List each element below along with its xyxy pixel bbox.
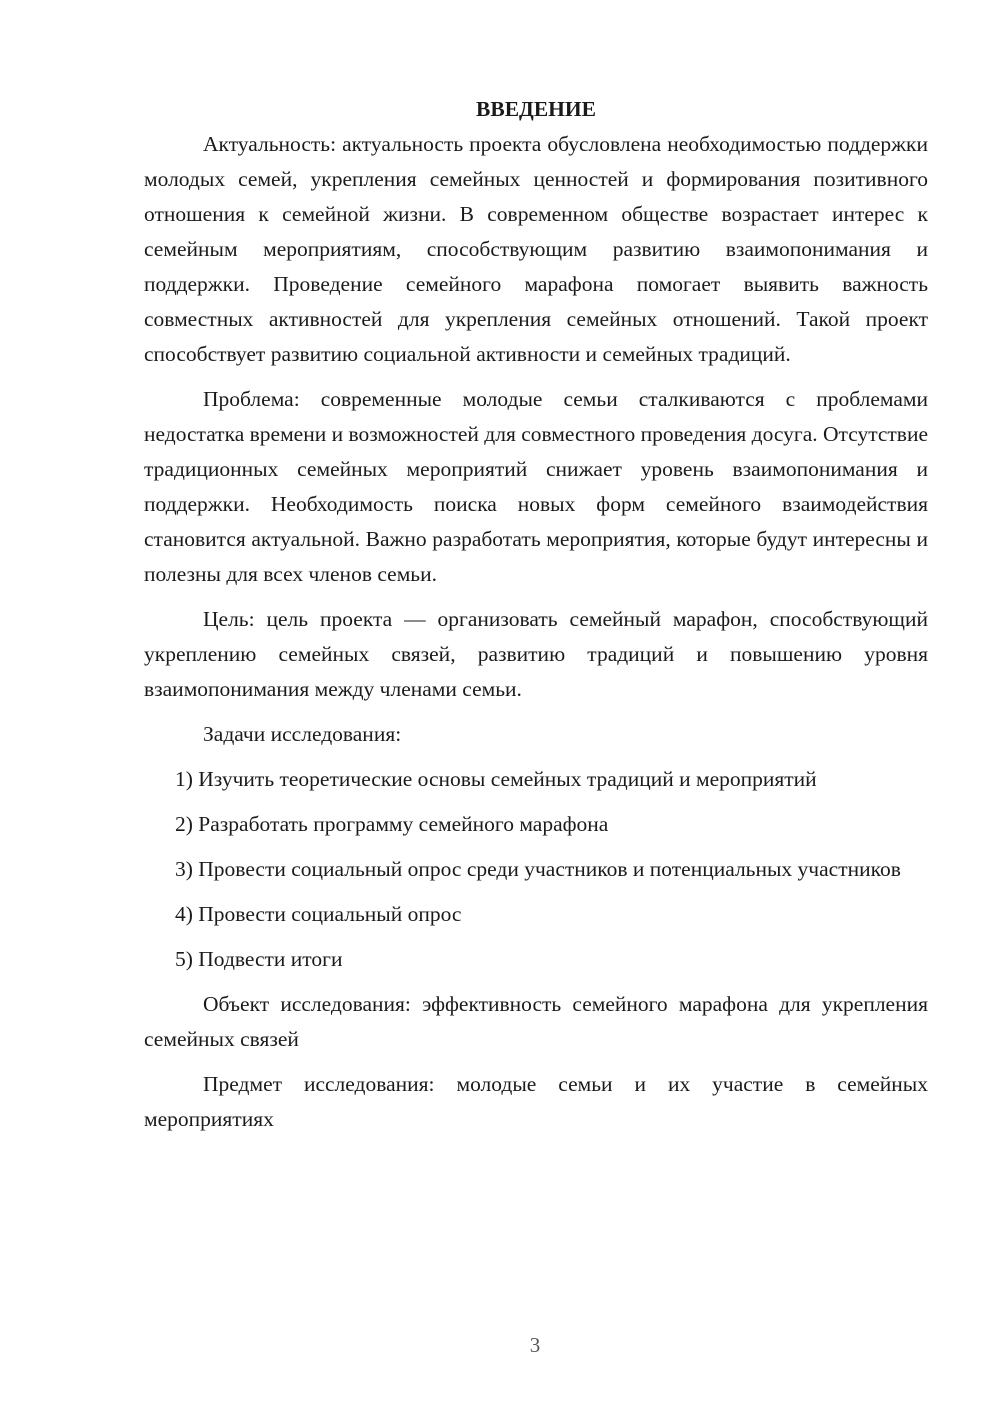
paragraph-subject: Предмет исследования: молодые семьи и их участие в семейных мероприятиях — [144, 1072, 928, 1131]
task-item: 1) Изучить теоретические основы семейных традиций и мероприятий — [175, 767, 817, 791]
task-item: 5) Подвести итоги — [175, 947, 343, 971]
document-page — [144, 92, 928, 1137]
document-title: ВВЕДЕНИЕ — [476, 97, 596, 121]
task-item: 3) Провести социальный опрос среди участников и потенциальных участников — [175, 857, 901, 881]
task-item: 2) Разработать программу семейного марафона — [175, 812, 609, 836]
paragraph-object: Объект исследования: эффективность семейного марафона для укрепления семейных связей — [144, 992, 928, 1051]
task-item: 4) Провести социальный опрос — [175, 902, 462, 926]
paragraph-relevance: Актуальность: актуальность проекта обусловлена необходимостью поддержки молодых семей, укрепления семейных ценностей и формирования позитивного отношения к семейной жизни. В современном обществе возрастает интерес к семейным мероприятиям, способствующим развитию взаимопонимания и поддержки. Проведение семейного марафона помогает выявить важность совместных активностей для укрепления семейных отношений. Такой проект способствует развитию социальной активности и семейных традиций. — [144, 132, 928, 366]
tasks-heading: Задачи исследования: — [203, 722, 402, 746]
paragraph-problem: Проблема: современные молодые семьи сталкиваются с проблемами недостатка времени и возможностей для совместного проведения досуга. Отсутствие традиционных семейных мероприятий снижает уровень взаимопонимания и поддержки. Необходимость поиска новых форм семейного взаимодействия становится актуальной. Важно разработать мероприятия, которые будут интересны и полезны для всех членов семьи. — [144, 387, 928, 586]
page-number: 3 — [529, 1333, 541, 1357]
paragraph-goal: Цель: цель проекта — организовать семейный марафон, способствующий укреплению семейных связей, развитию традиций и повышению уровня взаимопонимания между членами семьи. — [144, 607, 928, 701]
